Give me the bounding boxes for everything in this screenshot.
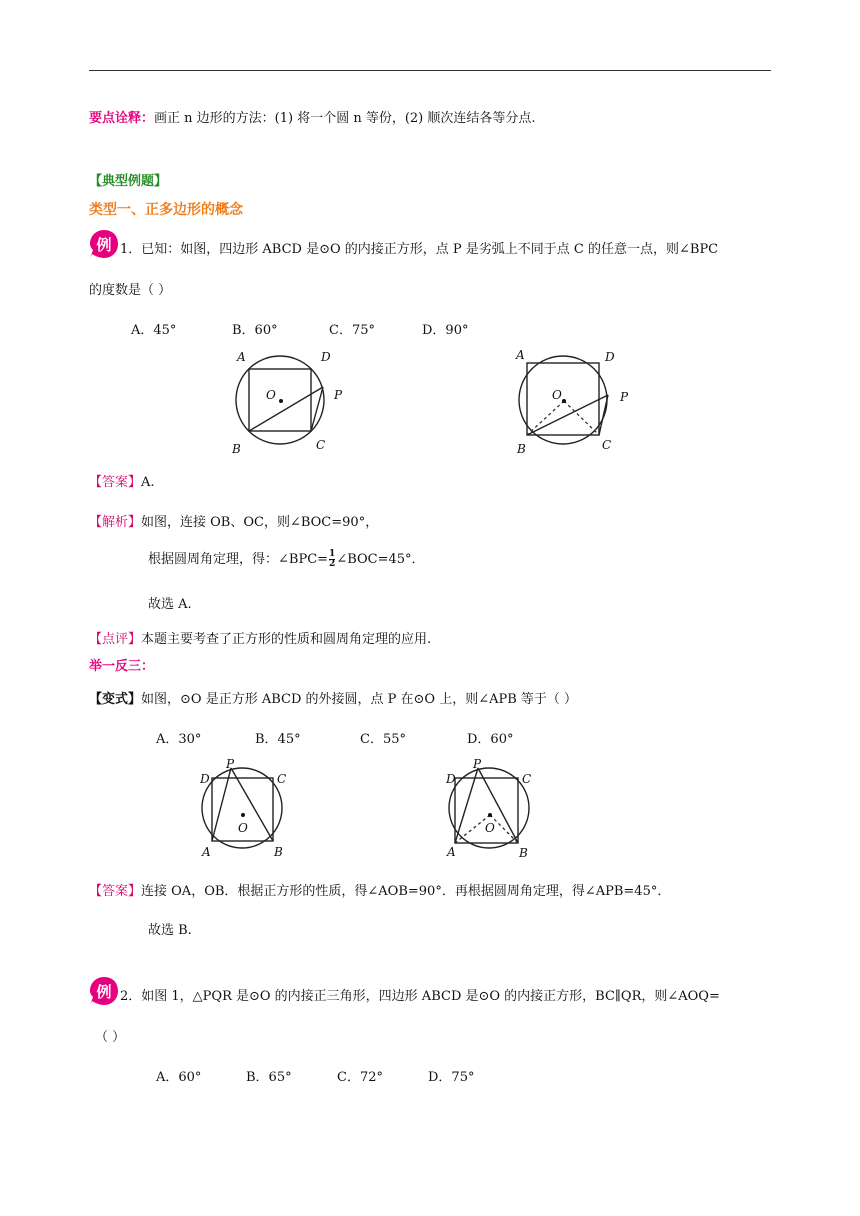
example1-line2: 的度数是（ ） xyxy=(89,283,172,298)
example1-comment xyxy=(89,628,431,647)
label-c: C xyxy=(602,438,612,452)
practice-heading: 举一反三： xyxy=(89,659,155,674)
fraction-numerator: 1 xyxy=(329,549,336,559)
fraction-half xyxy=(329,550,335,569)
header-rule xyxy=(89,70,771,71)
example2-line2: （ ） xyxy=(95,1030,126,1045)
label-c: C xyxy=(316,438,326,452)
analysis-text-2-pre: 根据圆周角定理，得：∠BPC= xyxy=(148,552,329,567)
variant-answer-label: 【答案】 xyxy=(89,884,142,899)
variant-option-b: B．45° xyxy=(255,732,301,747)
badge-char: 例 xyxy=(96,983,112,1001)
example1-option-c: C．75° xyxy=(329,323,375,338)
answer-label: 【答案】 xyxy=(89,475,142,490)
key-point-text: 画正 n 边形的方法：(1) 将一个圆 n 等份，(2) 顺次连结各等分点. xyxy=(154,111,536,126)
label-p: P xyxy=(334,388,343,402)
label-c: C xyxy=(522,772,532,786)
type-heading: 类型一、正多边形的概念 xyxy=(89,202,243,218)
badge-char: 例 xyxy=(96,236,112,254)
label-o: O xyxy=(552,388,562,402)
label-p: P xyxy=(473,757,482,771)
section-heading: 【典型例题】 xyxy=(89,174,168,189)
label-o: O xyxy=(266,388,276,402)
label-p: P xyxy=(226,757,235,771)
variant-answer-line2: 故选 B. xyxy=(148,923,192,938)
label-o: O xyxy=(238,821,248,835)
example1-figure-left xyxy=(226,345,351,460)
label-a: A xyxy=(447,845,456,859)
label-a: A xyxy=(202,845,211,859)
key-point-line xyxy=(89,107,536,126)
variant-option-a: A．30° xyxy=(156,732,202,747)
center-dot xyxy=(279,399,283,403)
example2-option-c: C．72° xyxy=(337,1070,383,1085)
label-b: B xyxy=(232,442,241,456)
analysis-text-2-post: ∠BOC=45°． xyxy=(336,552,425,567)
example1-line1: 1．已知：如图，四边形 ABCD 是⊙O 的内接正方形，点 P 是劣弧上不同于点 C 的任意一点，则∠BPC xyxy=(120,242,719,257)
label-p: P xyxy=(620,390,629,404)
variant-label: 【变式】 xyxy=(89,692,142,707)
example2-option-a: A．60° xyxy=(156,1070,202,1085)
label-d: D xyxy=(200,772,210,786)
example1-option-d: D．90° xyxy=(422,323,469,338)
label-d: D xyxy=(446,772,456,786)
key-point-label: 要点诠释： xyxy=(89,111,155,126)
example1-analysis-line1 xyxy=(89,511,378,530)
example1-answer xyxy=(89,471,155,490)
example2-option-d: D．75° xyxy=(428,1070,475,1085)
variant-figure-right xyxy=(443,756,543,861)
label-d: D xyxy=(605,350,615,364)
variant-text: 如图，⊙O 是正方形 ABCD 的外接圆，点 P 在⊙O 上，则∠APB 等于（ ） xyxy=(141,692,578,707)
label-d: D xyxy=(321,350,331,364)
comment-label: 【点评】 xyxy=(89,632,142,647)
segment-oc-dashed xyxy=(564,401,599,435)
example-badge-icon xyxy=(89,229,119,259)
variant-figure-left xyxy=(196,756,296,861)
label-a: A xyxy=(516,348,525,362)
label-b: B xyxy=(517,442,526,456)
analysis-label: 【解析】 xyxy=(89,515,142,530)
example1-figure-right xyxy=(509,345,634,460)
label-c: C xyxy=(277,772,287,786)
fraction-denominator: 2 xyxy=(329,559,336,569)
variant-answer xyxy=(89,880,670,899)
segment-bp xyxy=(249,387,323,431)
comment-text: 本题主要考查了正方形的性质和圆周角定理的应用. xyxy=(141,632,432,647)
label-b: B xyxy=(519,846,528,860)
label-b: B xyxy=(274,845,283,859)
example1-option-b: B．60° xyxy=(232,323,278,338)
label-o: O xyxy=(485,821,495,835)
example1-analysis-line3: 故选 A. xyxy=(148,597,192,612)
label-a: A xyxy=(237,350,246,364)
example1-option-a: A．45° xyxy=(131,323,177,338)
variant-option-c: C．55° xyxy=(360,732,406,747)
answer-text: A. xyxy=(141,475,155,490)
variant-line xyxy=(89,688,577,707)
analysis-text-1: 如图，连接 OB、OC，则∠BOC=90°， xyxy=(141,515,379,530)
variant-option-d: D．60° xyxy=(467,732,514,747)
segment-ob-dashed xyxy=(527,401,564,435)
variant-answer-text: 连接 OA，OB．根据正方形的性质，得∠AOB=90°．再根据圆周角定理，得∠APB=45°． xyxy=(141,884,671,899)
example2-line1: 2．如图 1，△PQR 是⊙O 的内接正三角形，四边形 ABCD 是⊙O 的内接正方形，BC∥QR，则∠AOQ= xyxy=(120,989,720,1004)
example-badge-icon xyxy=(89,976,119,1006)
example1-analysis-line2 xyxy=(148,548,425,569)
example2-option-b: B．65° xyxy=(246,1070,292,1085)
